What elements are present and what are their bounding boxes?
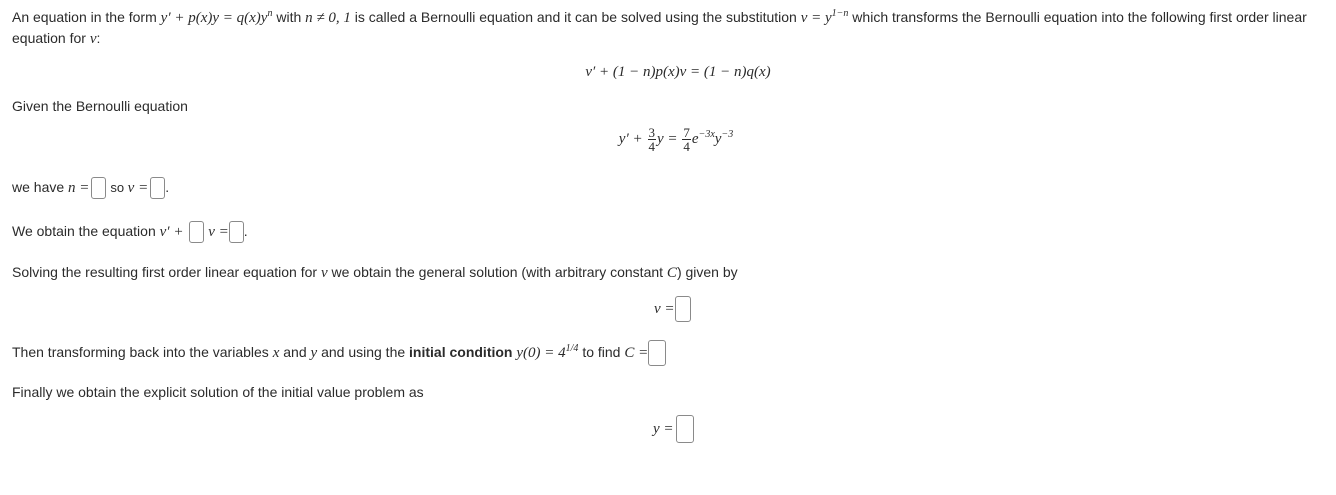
step-equation-row: We obtain the equation v′ + v = . <box>12 220 248 243</box>
initial-condition-bold: initial condition <box>409 344 513 360</box>
fraction-3-4: $\frac{3}{4}$ <box>648 125 655 154</box>
linear-equation: v′ + (1 − n)p(x)v = (1 − n)q(x) <box>585 64 771 80</box>
fraction-7-4: $\frac{7}{4}$ <box>683 125 690 154</box>
solving-paragraph: Solving the resulting first order linear equation for v we obtain the general solution (with arbitrary constant C) given by <box>12 264 738 281</box>
coefficient-answer-box[interactable] <box>189 221 204 243</box>
y-solution-row: y = <box>653 415 694 443</box>
n-condition-math: n ≠ 0, 1 <box>305 10 351 26</box>
v-solution-answer-box[interactable] <box>675 296 691 322</box>
transform-paragraph: Then transforming back into the variables x and y and using the initial condition $y(0) = 4^{1/4}$ to find C = <box>12 340 666 366</box>
intro-paragraph-line2: equation for v: <box>12 30 101 47</box>
v-solution-row: v = <box>654 296 691 322</box>
c-answer-box[interactable] <box>648 340 666 366</box>
given-label: Given the Bernoulli equation <box>12 98 188 114</box>
intro-paragraph: An equation in the form $y' + p(x)y = q(x)y^n$ with n ≠ 0, 1 is called a Bernoulli equation and it can be solved using the substitution $v = y^{1-n}$ which transforms the Bernoulli equation into the following first order linear <box>12 8 1307 26</box>
intro-text: An equation in the form <box>12 9 161 25</box>
bernoulli-form-math: $y' + p(x)y = q(x)y^n$ <box>160 8 273 26</box>
n-answer-box[interactable] <box>91 177 106 199</box>
y-solution-answer-box[interactable] <box>676 415 694 443</box>
rhs-answer-box[interactable] <box>229 221 244 243</box>
v-substitution-answer-box[interactable] <box>150 177 165 199</box>
substitution-math: $v = y^{1-n}$ <box>800 8 849 26</box>
step-n-row: we have n = so v = . <box>12 176 169 199</box>
bernoulli-equation: y′ + $\frac{3}{4}$ y = $\frac{7}{4}$ $e^{-3x}y^{-3}$ <box>618 125 734 154</box>
finally-label: Finally we obtain the explicit solution of the initial value problem as <box>12 384 424 400</box>
initial-condition-math: $y(0) = 4^{1/4}$ <box>516 343 579 361</box>
